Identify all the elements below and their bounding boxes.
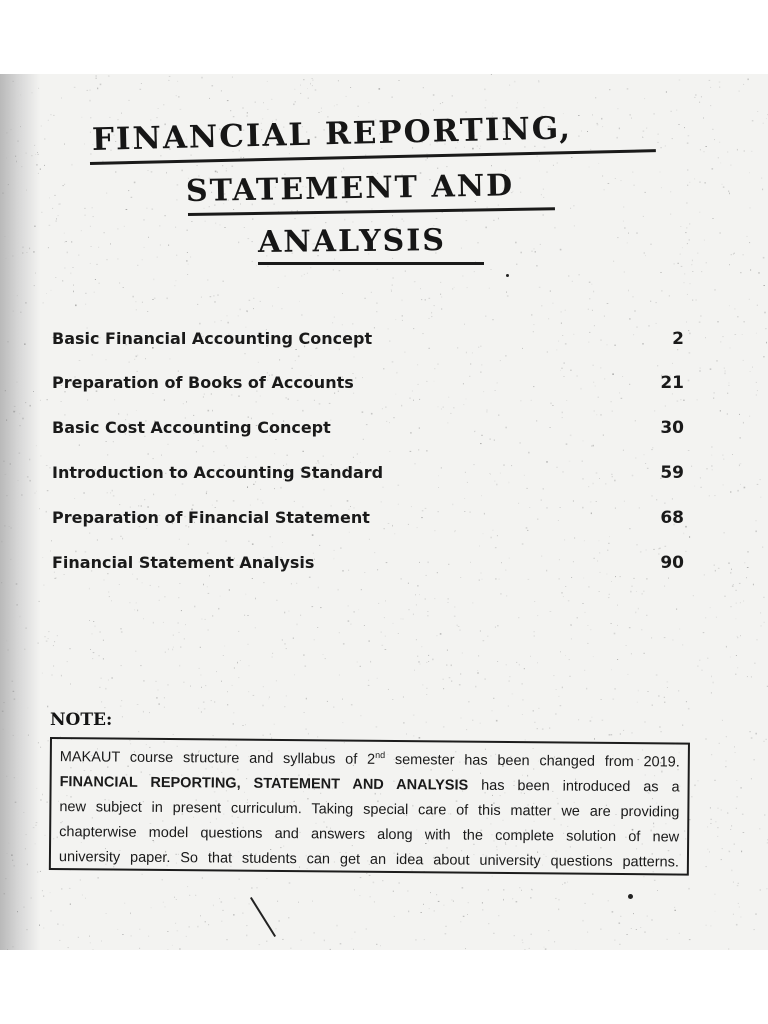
toc-page-number: 90 [660,553,684,573]
toc-chapter-title: Financial Statement Analysis [52,553,315,572]
toc-chapter-title: Basic Cost Accounting Concept [52,418,331,437]
toc-chapter-title: Introduction to Accounting Standard [52,463,384,482]
toc-row [52,329,692,353]
scanned-page [0,74,768,950]
note-superscript: nd [375,750,386,761]
toc-page-number: 30 [660,418,684,438]
toc-chapter-title: Preparation of Books of Accounts [52,373,354,392]
note-box [49,737,690,876]
toc-page-number: 21 [660,373,684,393]
title-line-1: FINANCIAL REPORTING, [91,110,573,158]
title-line-2: STATEMENT AND [185,168,515,209]
toc-row [52,373,692,397]
scan-mark [506,274,509,277]
note-line-4: chapterwise model questions and answers along with the complete solution of new [59,824,680,846]
note-line-5: university paper. So that students can get an idea about university questions patterns. [58,849,679,871]
title-line-3: ANALYSIS [257,223,447,260]
toc-row [52,508,692,532]
toc-page-number: 59 [660,463,684,483]
toc-page-number: 68 [660,508,684,528]
toc-page-number: 2 [672,329,684,349]
toc-row [52,418,692,442]
toc-chapter-title: Basic Financial Accounting Concept [52,329,373,348]
toc-chapter-title: Preparation of Financial Statement [52,508,370,527]
scan-mark [628,894,633,899]
note-text: MAKAUT course structure and syllabus of 2 [59,749,376,768]
note-label: NOTE: [50,710,113,730]
note-subject-name: FINANCIAL REPORTING, STATEMENT AND ANALYSIS [59,774,469,794]
note-line-3: new subject in present curriculum. Taking special care of this matter we are providing [59,799,680,821]
note-text: semester has been changed from 2019. [385,751,680,771]
toc-row [52,463,692,487]
title-underline-3 [258,262,484,265]
toc-row [52,553,692,577]
note-text: has been introduced as a [468,777,680,796]
